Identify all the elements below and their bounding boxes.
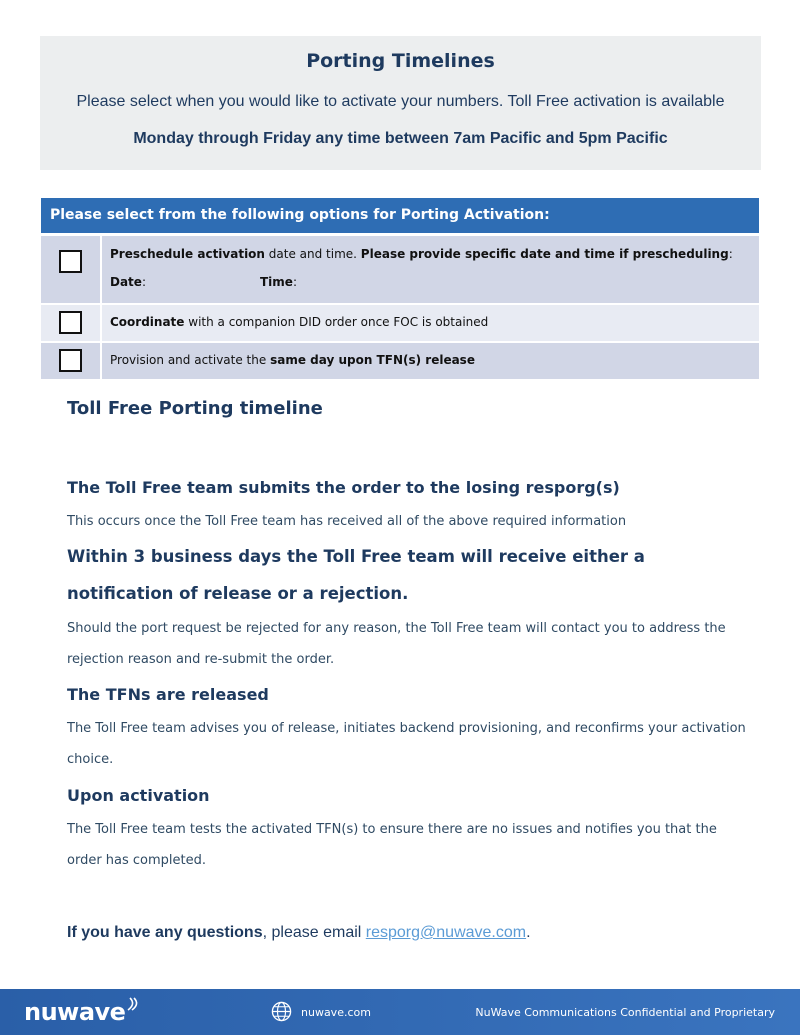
step-3-body: The Toll Free team advises you of release, initiates backend provisioning, and reconfirms your activation choice. [67, 721, 746, 767]
banner-title: Porting Timelines [306, 50, 495, 72]
time-field[interactable]: Time: [260, 275, 297, 289]
time-label: Time [260, 275, 293, 289]
step-4-body: The Toll Free team tests the activated TFN(s) to ensure there are no issues and notifies you that the order has completed. [67, 822, 717, 868]
step-3-heading: The TFNs are released [67, 685, 269, 704]
option-row-sameday [41, 343, 759, 379]
option-text-cell [102, 236, 759, 303]
footer-confidential: NuWave Communications Confidential and Proprietary [475, 1006, 775, 1019]
date-field[interactable]: Date: [110, 275, 146, 289]
wave-arc-icon [126, 996, 140, 1012]
banner-subtitle: Please select when you would like to activate your numbers. Toll Free activation is available [76, 93, 725, 110]
footer-website[interactable]: nuwave.com [301, 1006, 371, 1019]
nuwave-logo: nuwave [24, 998, 126, 1026]
checkbox-cell [41, 343, 100, 379]
step-1-heading: The Toll Free team submits the order to the losing resporg(s) [67, 478, 620, 497]
option-row-preschedule [41, 236, 759, 303]
option-row-coordinate [41, 305, 759, 341]
contact-line: If you have any questions, please email resporg@nuwave.com. [67, 924, 531, 941]
page-footer [0, 989, 800, 1035]
step-2-heading: Within 3 business days the Toll Free team will receive either a notification of release or a rejection. [67, 547, 645, 603]
preschedule-bold: Preschedule activation [110, 247, 265, 261]
banner-hours: Monday through Friday any time between 7am Pacific and 5pm Pacific [133, 130, 668, 147]
sameday-checkbox[interactable] [59, 349, 82, 372]
email-link[interactable]: resporg@nuwave.com [365, 924, 527, 941]
option-text-cell [102, 343, 759, 379]
date-label: Date [110, 275, 142, 289]
porting-timelines-banner [40, 36, 761, 170]
timeline-title: Toll Free Porting timeline [67, 398, 323, 419]
step-4-heading: Upon activation [67, 786, 210, 805]
coordinate-checkbox[interactable] [59, 311, 82, 334]
checkbox-cell [41, 236, 100, 303]
step-2-body: Should the port request be rejected for any reason, the Toll Free team will contact you to address the rejection reason and re-submit the order. [67, 621, 726, 667]
option-text-cell [102, 305, 759, 341]
options-header: Please select from the following options for Porting Activation: [41, 198, 759, 233]
preschedule-text: Preschedule activation date and time. Please provide specific date and time if prescheduling: [110, 247, 733, 261]
checkbox-cell [41, 305, 100, 341]
preschedule-checkbox[interactable] [59, 250, 82, 273]
step-1-body: This occurs once the Toll Free team has received all of the above required information [67, 514, 627, 529]
coordinate-text: Coordinate with a companion DID order once FOC is obtained [110, 315, 489, 329]
sameday-text: Provision and activate the same day upon TFN(s) release [110, 353, 475, 367]
globe-icon [271, 1001, 292, 1022]
